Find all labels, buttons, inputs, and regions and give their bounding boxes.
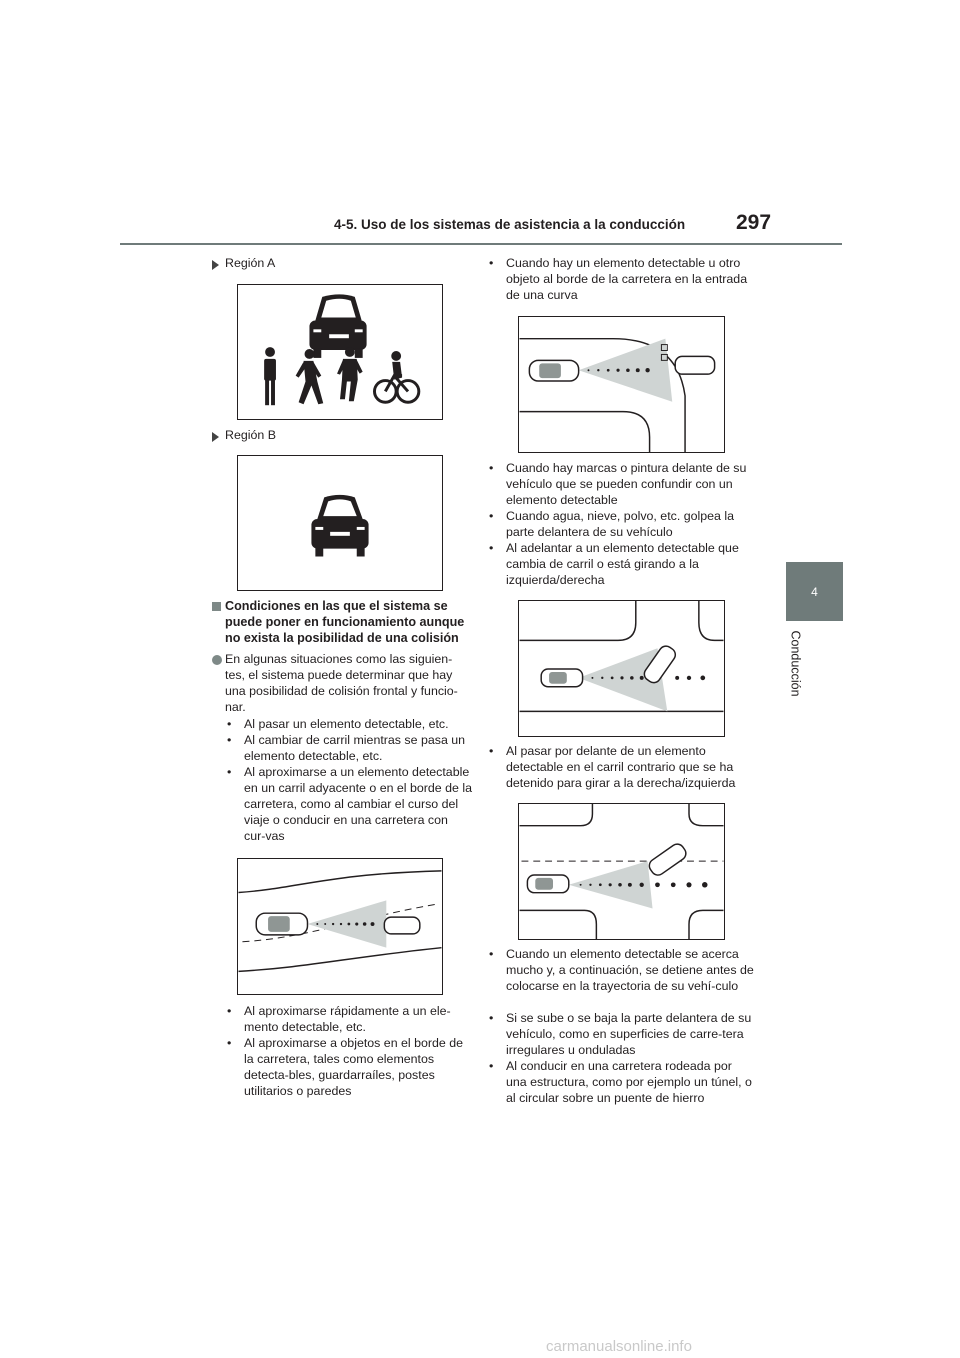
- figure-region-b: [237, 455, 443, 591]
- page-number: 297: [736, 211, 772, 234]
- curved-road-illustration: [238, 859, 442, 994]
- curve-entrance-illustration: [519, 317, 724, 452]
- list-item: • Cuando hay marcas o pintura delante de su vehículo que se pueden confundir con un elemento detectable: [489, 461, 747, 507]
- list-item: • Al cambiar de carril mientras se pasa un elemento detectable, etc.: [227, 733, 466, 763]
- list-item: • Al conducir en una carretera rodeada por una estructura, como por ejemplo un túnel, o al circular sobre un puente de hierro: [489, 1059, 752, 1105]
- list-item: • Cuando agua, nieve, polvo, etc. golpea la parte delantera de su vehículo: [489, 509, 735, 539]
- section-heading: Condiciones en las que el sistema se puede poner en funcionamiento aunque no exista la posibilidad de una colisión: [225, 599, 465, 645]
- section-title: 4-5. Uso de los sistemas de asistencia a la conducción: [334, 217, 686, 232]
- list-item: • Al aproximarse rápidamente a un ele-mento detectable, etc.: [227, 1004, 451, 1034]
- car-pedestrian-cyclist-illustration: [238, 285, 442, 419]
- circle-bullet-icon: [212, 655, 222, 665]
- chapter-number: 4: [811, 584, 818, 599]
- list-item: • Al pasar un elemento detectable, etc.: [227, 717, 449, 731]
- region-b-label: Región B: [225, 428, 276, 442]
- oncoming-turn-illustration: [519, 804, 724, 939]
- figure-lane-change: [518, 600, 725, 737]
- square-bullet-icon: [212, 602, 221, 611]
- list-item: • Al aproximarse a objetos en el borde de la carretera, tales como elementos detecta-bles, guardarraíles, postes utilitarios o paredes: [227, 1036, 464, 1098]
- figure-curved-road: [237, 858, 443, 995]
- figure-region-a: [237, 284, 443, 420]
- list-item: • Al pasar por delante de un elemento detectable en el carril contrario que se ha detenido para girar a la derecha/izquierda: [489, 744, 736, 790]
- footer-watermark: carmanualsonline.info: [546, 1338, 692, 1355]
- header-divider: [120, 243, 842, 245]
- chapter-label: Conducción: [788, 630, 803, 697]
- list-item: • Cuando hay un elemento detectable u otro objeto al borde de la carretera en la entrada de una curva: [489, 256, 748, 302]
- car-front-illustration: [238, 456, 442, 590]
- lane-change-illustration: [519, 601, 724, 736]
- region-a-label: Región A: [225, 256, 276, 270]
- list-item: • Cuando un elemento detectable se acerca mucho y, a continuación, se detiene antes de colocarse en la trayectoria de su vehí-culo: [489, 947, 754, 993]
- triangle-marker-icon: [212, 432, 219, 442]
- intro-paragraph: En algunas situaciones como las siguien-tes, el sistema puede determinar que hay una posibilidad de colisión frontal y funcio-nar.: [225, 652, 458, 714]
- figure-oncoming-turn: [518, 803, 725, 940]
- chapter-tab: [786, 562, 843, 621]
- list-item: • Al adelantar a un elemento detectable que cambia de carril o está girando a la izquierda/derecha: [489, 541, 739, 587]
- triangle-marker-icon: [212, 260, 219, 270]
- list-item: • Si se sube o se baja la parte delantera de su vehículo, como en superficies de carre-tera irregulares u onduladas: [489, 1011, 752, 1057]
- list-item: • Al aproximarse a un elemento detectable en un carril adyacente o en el borde de la carretera, como al cambiar el curso del viaje o conducir en una carretera con cur-vas: [227, 765, 473, 843]
- figure-curve-entrance: [518, 316, 725, 453]
